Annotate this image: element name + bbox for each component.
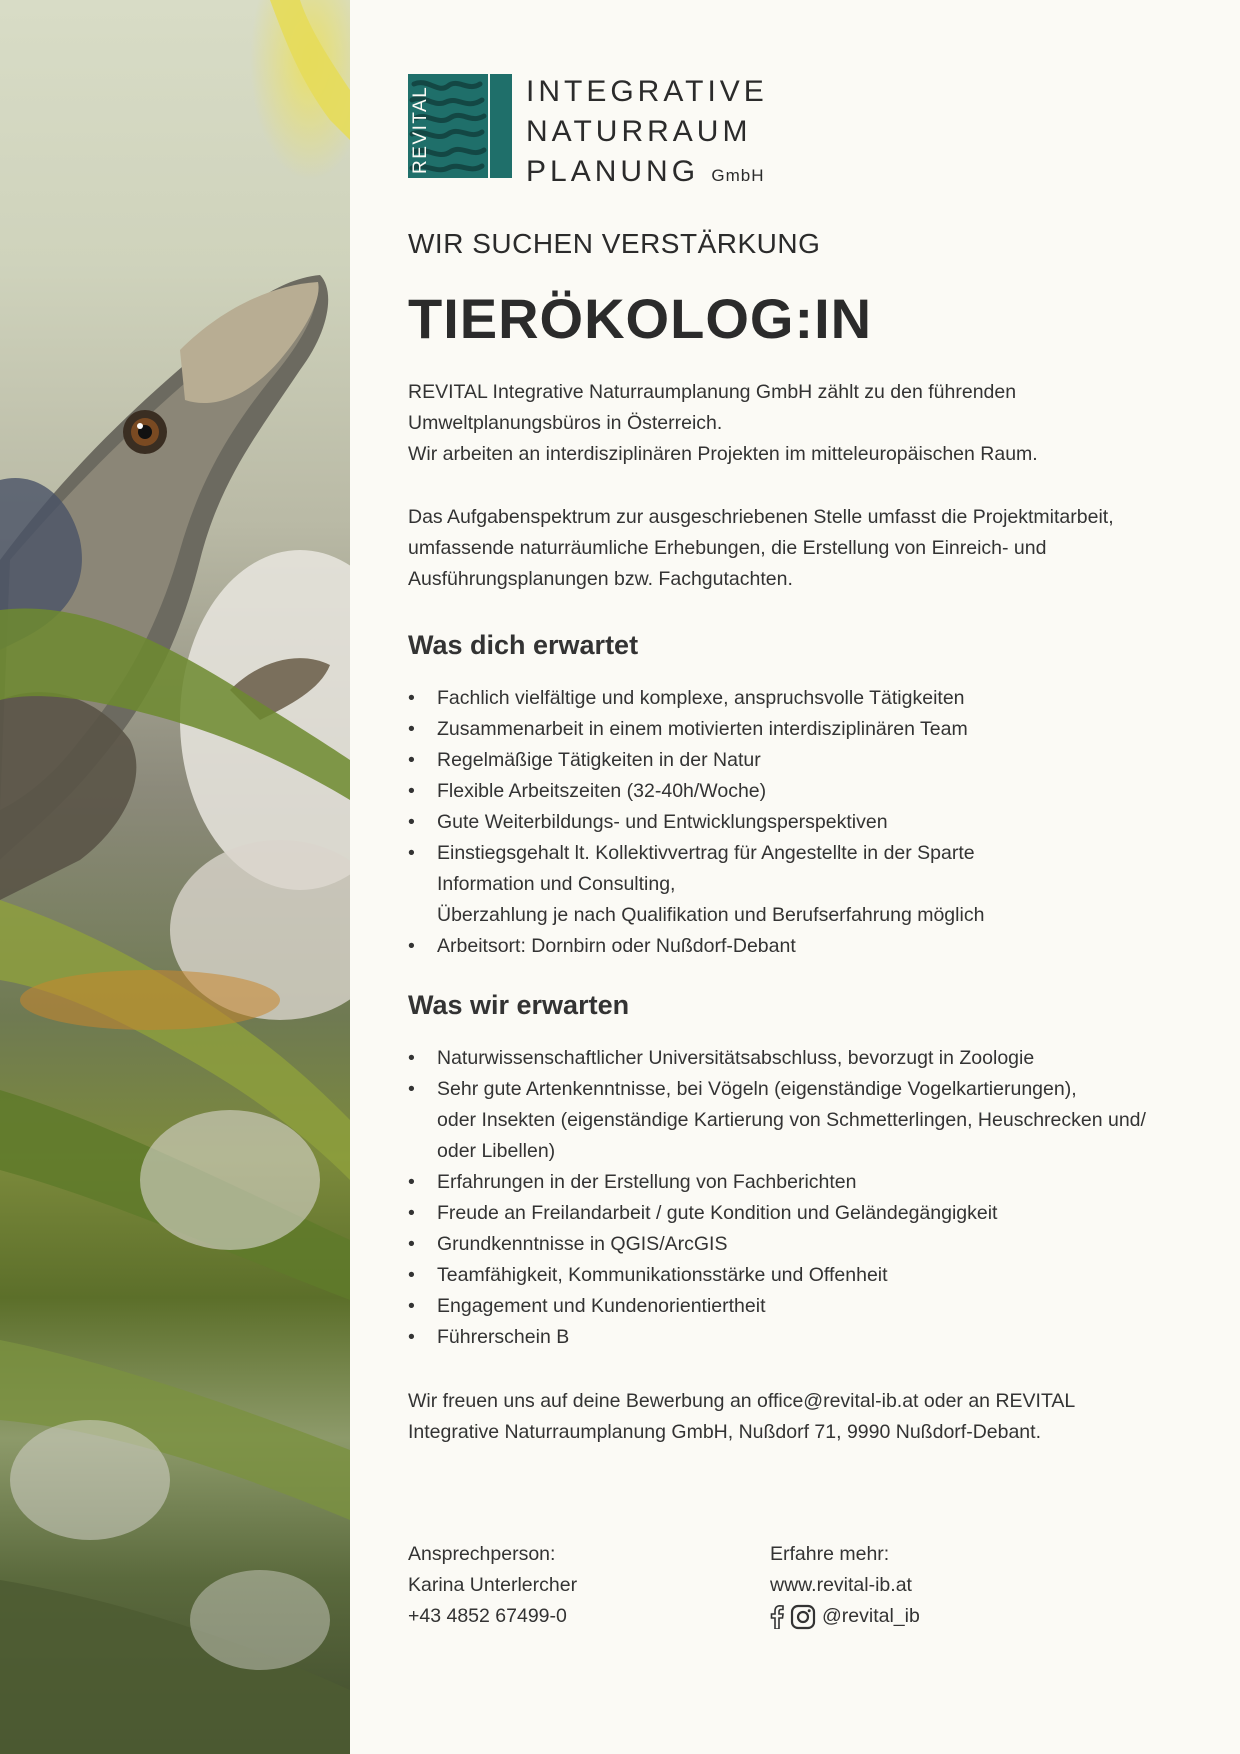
- company-logo: [408, 74, 768, 188]
- requirements-heading: Was wir erwarten: [408, 990, 630, 1020]
- page-title: TIERÖKOLOG:IN: [408, 287, 873, 350]
- kicker: WIR SUCHEN VERSTÄRKUNG: [408, 228, 821, 259]
- social-handle[interactable]: @revital_ib: [822, 1605, 920, 1627]
- list-item: • Flexible Arbeitszeiten (32-40h/Woche): [408, 780, 767, 802]
- social-row: [770, 1601, 920, 1632]
- lizard-photo: [0, 0, 350, 1754]
- tasks-line: Ausführungsplanungen bzw. Fachgutachten.: [408, 568, 793, 590]
- more-info: [770, 1539, 920, 1632]
- contact-phone[interactable]: +43 4852 67499-0: [408, 1605, 567, 1627]
- list-item: • Regelmäßige Tätigkeiten in der Natur: [408, 749, 761, 771]
- list-item: • Grundkenntnisse in QGIS/ArcGIS: [408, 1233, 728, 1255]
- closing-line: Wir freuen uns auf deine Bewerbung an office@revital-ib.at oder an REVITAL: [408, 1390, 1076, 1412]
- list-item: • Gute Weiterbildungs- und Entwicklungsperspektiven: [408, 811, 888, 833]
- logo-suffix: GmbH: [711, 166, 765, 185]
- closing-paragraph: [408, 1386, 1198, 1448]
- list-item: • Fachlich vielfältige und komplexe, anspruchsvolle Tätigkeiten: [408, 687, 965, 709]
- contact-label: Ansprechperson:: [408, 1543, 556, 1565]
- more-label: Erfahre mehr:: [770, 1543, 890, 1565]
- closing-line: Integrative Naturraumplanung GmbH, Nußdorf 71, 9990 Nußdorf-Debant.: [408, 1421, 1041, 1443]
- intro-paragraph: [408, 377, 1198, 470]
- logo-wordmark: [526, 72, 768, 196]
- contact-name: Karina Unterlercher: [408, 1574, 578, 1596]
- list-item: • Einstiegsgehalt lt. Kollektivvertrag für Angestellte in der Sparte Information und Consulting, Überzahlung je nach Qualifikation und Berufserfahrung möglich: [408, 842, 985, 926]
- lizard-illustration: [0, 0, 350, 1754]
- logo-mark-text: REVITAL: [410, 85, 431, 174]
- logo-mark: [408, 74, 512, 178]
- website-link[interactable]: www.revital-ib.at: [770, 1574, 912, 1596]
- tasks-paragraph: [408, 502, 1198, 595]
- instagram-icon[interactable]: [790, 1604, 816, 1630]
- list-item: • Teamfähigkeit, Kommunikationsstärke und Offenheit: [408, 1264, 888, 1286]
- intro-line: Wir arbeiten an interdisziplinären Projekten im mitteleuropäischen Raum.: [408, 443, 1038, 465]
- intro-line: REVITAL Integrative Naturraumplanung GmbH zählt zu den führenden: [408, 381, 1017, 403]
- facebook-icon[interactable]: [770, 1605, 784, 1629]
- requirements-list: [408, 1043, 1198, 1353]
- list-item: • Führerschein B: [408, 1326, 570, 1348]
- logo-line-3: [526, 152, 768, 196]
- list-item: • Engagement und Kundenorientiertheit: [408, 1295, 766, 1317]
- list-item: • Sehr gute Artenkenntnisse, bei Vögeln (eigenständige Vogelkartierungen), oder Insekten (eigenständige Kartierung von Schmetterlingen, Heuschrecken und/ oder Libellen): [408, 1078, 1146, 1162]
- offer-list: [408, 683, 1198, 962]
- intro-line: Umweltplanungsbüros in Österreich.: [408, 412, 723, 434]
- logo-line-3-text: PLANUNG: [526, 155, 700, 188]
- offer-heading: Was dich erwartet: [408, 630, 639, 660]
- logo-band: [488, 74, 512, 178]
- logo-line-1: INTEGRATIVE: [526, 75, 768, 108]
- contact-person: [408, 1539, 577, 1632]
- tasks-line: umfassende naturräumliche Erhebungen, die Erstellung von Einreich- und: [408, 537, 1047, 559]
- list-item: • Arbeitsort: Dornbirn oder Nußdorf-Debant: [408, 935, 796, 957]
- list-item: • Erfahrungen in der Erstellung von Fachberichten: [408, 1171, 857, 1193]
- list-item: • Zusammenarbeit in einem motivierten interdisziplinären Team: [408, 718, 968, 740]
- list-item: • Naturwissenschaftlicher Universitätsabschluss, bevorzugt in Zoologie: [408, 1047, 1035, 1069]
- tasks-line: Das Aufgabenspektrum zur ausgeschriebenen Stelle umfasst die Projektmitarbeit,: [408, 506, 1114, 528]
- logo-line-2: NATURRAUM: [526, 115, 752, 148]
- list-item: • Freude an Freilandarbeit / gute Kondition und Geländegängigkeit: [408, 1202, 998, 1224]
